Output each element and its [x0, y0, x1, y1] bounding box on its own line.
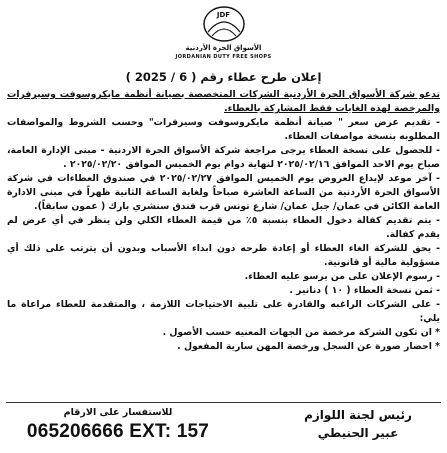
- committee-title: رئيس لجنة اللوازم: [304, 408, 412, 422]
- phone-number: 065206666 EXT: 157: [26, 421, 210, 442]
- list-item: - يتم تقديم كفالة دخول العطاء بنسبة ٥٪ من قيمة العطاء الكلي ولن ينظر في أي عرض لم يقدم كفالة.: [7, 215, 440, 240]
- list-item: * احضار صورة عن السجل ورخصة المهن سارية المفعول .: [177, 341, 440, 352]
- contact-block: [8, 406, 228, 444]
- list-item: - يحق للشركة الغاء العطاء أو إعادة طرحه دون ابداء الأسباب وبدون أن يترتب على ذلك أي مسؤولية مالية أو قانونية.: [7, 243, 440, 268]
- list-item: - آخر موعد لإيداع العروض يوم الخميس الموافق ٢٠٢٥/٠٢/٢٧ في صندوق العطاءات في شركة الأسواق الحرة الأردنية من الساعة العاشرة صباحاً ولغاية الساعة الثانية ظهراً في مبنى الادارة العامة الكائن في عمان/ جبل عمان/ شارع تونس قرب فندق سنشري بارك ( عمون سابقاً).: [7, 173, 440, 212]
- list-item: - رسوم الإعلان على من يرسو عليه العطاء.: [244, 271, 440, 282]
- list-item: * ان تكون الشركة مرخصة من الجهات المعنيه حسب الأصول .: [162, 327, 440, 338]
- list-item: - ثمن نسخة العطاء ( ١٠ ) دنانير .: [289, 285, 440, 296]
- tender-body: [7, 88, 440, 354]
- list-item: - على الشركات الراغبه والقادرة على تلبية الاحتياجات اللازمة ، والمتقدمة للعطاء مراعاة ما يلي:: [7, 299, 440, 324]
- footer-divider: [6, 402, 441, 403]
- inquiry-label: للاستفسار على الارقام: [63, 407, 173, 418]
- logo-name-arabic: الأسواق الحرة الأردنية: [185, 44, 262, 52]
- list-item: - للحصول على نسخة العطاء يرجى مراجعة شركة الأسواق الحرة الاردنية - مبنى الإدارة العامة، صباح يوم الاحد الموافق ٢٠٢٥/٠٢/١٦ لنهاية دوام يوم الخميس الموافق ٢٠٢٥/٠٢/٢٠ .: [7, 145, 440, 170]
- list-item: - تقديم عرض سعر " صيانة أنظمة مايكروسوفت وسيرفرات" وحسب الشروط والمواصفات المطلوبه بنسخة مواصفات العطاء.: [7, 117, 440, 142]
- signatory-name: عبير الحنيطي: [317, 426, 399, 440]
- page-title: إعلان طرح عطاء رقم ( 6 / 2025 ): [125, 70, 322, 84]
- signature-block: [283, 406, 433, 442]
- logo-emblem-icon: [202, 4, 246, 44]
- logo-brand-text: JDF: [216, 11, 231, 19]
- company-logo: [0, 4, 447, 66]
- logo-name-english: JORDANIAN DUTY FREE SHOPS: [175, 54, 272, 60]
- intro-paragraph: تدعو شركة الأسواق الحرة الأردنية الشركات المتخصصة بصيانة أنظمة مايكروسوفت وسيرفرات والمرخصة لهذه الغايات فقط المشاركة بالعطاء.: [7, 89, 440, 114]
